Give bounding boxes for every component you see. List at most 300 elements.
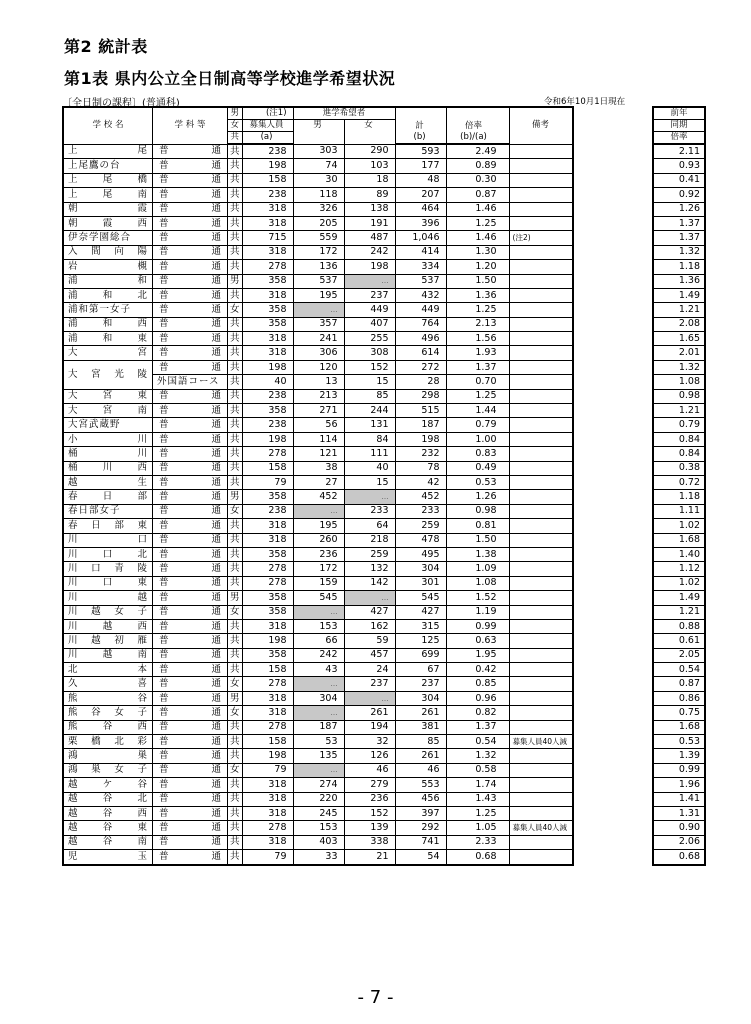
school-name-cell <box>63 806 153 820</box>
previous-year-ratio: 0.87 <box>653 677 705 691</box>
previous-year-ratio: 1.68 <box>653 720 705 734</box>
previous-year-ratio: 1.37 <box>653 216 705 230</box>
capacity: 198 <box>242 749 293 763</box>
department-cell <box>153 706 228 720</box>
table-row <box>653 806 705 820</box>
previous-year-ratio: 1.49 <box>653 288 705 302</box>
notes <box>509 648 573 662</box>
department-cell <box>153 778 228 792</box>
male-applicants: … <box>293 763 344 777</box>
total-applicants: 515 <box>395 404 446 418</box>
female-applicants: 32 <box>344 735 395 749</box>
capacity: 198 <box>242 432 293 446</box>
female-applicants: 407 <box>344 317 395 331</box>
ratio: 0.85 <box>446 677 509 691</box>
department-cell <box>153 533 228 547</box>
department-cell <box>153 634 228 648</box>
department-cell <box>153 332 228 346</box>
ratio: 0.63 <box>446 634 509 648</box>
ratio: 1.09 <box>446 562 509 576</box>
total-applicants: 537 <box>395 274 446 288</box>
total-applicants: 85 <box>395 735 446 749</box>
total-applicants: 397 <box>395 806 446 820</box>
table-row <box>653 245 705 259</box>
school-name-cell <box>63 404 153 418</box>
department: 普 通 <box>159 807 221 819</box>
female-applicants: 59 <box>344 634 395 648</box>
table-row <box>63 389 573 403</box>
female-applicants: 261 <box>344 706 395 720</box>
sex-type: 共 <box>228 720 243 734</box>
male-applicants: 537 <box>293 274 344 288</box>
table-row <box>653 735 705 749</box>
notes <box>509 404 573 418</box>
sex-type: 共 <box>228 231 243 245</box>
previous-year-ratio: 0.41 <box>653 173 705 187</box>
table-row <box>63 317 573 331</box>
school-name-cell <box>63 332 153 346</box>
table-row <box>653 404 705 418</box>
previous-year-table <box>652 106 706 866</box>
male-applicants: 66 <box>293 634 344 648</box>
table-row <box>63 418 573 432</box>
table-row <box>63 778 573 792</box>
notes <box>509 303 573 317</box>
capacity: 358 <box>242 317 293 331</box>
header-sex-male: 男 <box>228 107 243 120</box>
previous-year-ratio: 1.21 <box>653 605 705 619</box>
sex-type: 男 <box>228 490 243 504</box>
sex-type: 共 <box>228 332 243 346</box>
header-sex-female: 女 <box>228 120 243 132</box>
school-name: 春 日 部 東 <box>68 519 148 531</box>
male-applicants: 153 <box>293 821 344 835</box>
school-name-cell <box>63 792 153 806</box>
school-name: 児 玉 <box>68 850 148 862</box>
notes <box>509 835 573 849</box>
notes <box>509 576 573 590</box>
department-cell <box>153 159 228 173</box>
header-notes: 備考 <box>509 107 573 144</box>
sex-type: 女 <box>228 605 243 619</box>
department-cell <box>153 504 228 518</box>
previous-year-ratio: 0.79 <box>653 418 705 432</box>
previous-year-ratio: 0.90 <box>653 821 705 835</box>
school-name: 浦 和 <box>68 275 148 287</box>
female-applicants: … <box>344 591 395 605</box>
male-applicants: 245 <box>293 806 344 820</box>
school-name: 川 口 東 <box>68 577 148 589</box>
ratio: 1.52 <box>446 591 509 605</box>
notes <box>509 778 573 792</box>
ratio: 1.25 <box>446 806 509 820</box>
capacity: 358 <box>242 547 293 561</box>
notes <box>509 663 573 677</box>
department: 普 通 <box>159 563 221 575</box>
sex-type: 共 <box>228 778 243 792</box>
sex-type: 共 <box>228 216 243 230</box>
school-name-cell <box>63 519 153 533</box>
previous-year-ratio: 0.92 <box>653 188 705 202</box>
male-applicants: 403 <box>293 835 344 849</box>
male-applicants: 304 <box>293 691 344 705</box>
male-applicants: 306 <box>293 346 344 360</box>
capacity: 318 <box>242 533 293 547</box>
department-cell <box>153 806 228 820</box>
school-name-cell <box>63 576 153 590</box>
ratio: 0.81 <box>446 519 509 533</box>
ratio: 0.98 <box>446 504 509 518</box>
male-applicants: 545 <box>293 591 344 605</box>
male-applicants: 274 <box>293 778 344 792</box>
total-applicants: 298 <box>395 389 446 403</box>
previous-year-ratio: 0.93 <box>653 159 705 173</box>
table-row <box>653 763 705 777</box>
ratio: 0.99 <box>446 619 509 633</box>
school-name-cell <box>63 835 153 849</box>
female-applicants: 242 <box>344 245 395 259</box>
school-name: 浦和第一女子 <box>68 303 132 315</box>
school-name: 春 日 部 <box>68 491 148 503</box>
male-applicants: 357 <box>293 317 344 331</box>
department-cell <box>153 749 228 763</box>
sex-type: 共 <box>228 547 243 561</box>
school-name-cell <box>63 749 153 763</box>
table-row <box>653 159 705 173</box>
table-row <box>63 245 573 259</box>
female-applicants: 237 <box>344 677 395 691</box>
capacity: 358 <box>242 605 293 619</box>
header-applicants: 進学希望者 <box>293 107 395 120</box>
female-applicants: 142 <box>344 576 395 590</box>
sex-type: 共 <box>228 375 243 389</box>
table-row <box>653 677 705 691</box>
table-row <box>63 634 573 648</box>
total-applicants: 54 <box>395 850 446 865</box>
sex-type: 共 <box>228 432 243 446</box>
ratio: 2.13 <box>446 317 509 331</box>
table-row <box>63 648 573 662</box>
female-applicants: 279 <box>344 778 395 792</box>
capacity: 198 <box>242 360 293 374</box>
male-applicants: 205 <box>293 216 344 230</box>
school-name: 熊 谷 女 子 <box>68 706 148 718</box>
sex-type: 共 <box>228 418 243 432</box>
male-applicants: 260 <box>293 533 344 547</box>
table-row <box>653 706 705 720</box>
school-name: 入 間 向 陽 <box>68 246 148 258</box>
female-applicants: 126 <box>344 749 395 763</box>
male-applicants: 195 <box>293 519 344 533</box>
total-applicants: 381 <box>395 720 446 734</box>
total-applicants: 427 <box>395 605 446 619</box>
capacity: 278 <box>242 677 293 691</box>
capacity: 318 <box>242 519 293 533</box>
male-applicants: 43 <box>293 663 344 677</box>
total-applicants: 741 <box>395 835 446 849</box>
table-row <box>653 317 705 331</box>
table-row <box>63 663 573 677</box>
school-name: 朝 霞 西 <box>68 217 148 229</box>
ratio: 1.36 <box>446 288 509 302</box>
sex-type: 共 <box>228 475 243 489</box>
school-name-cell <box>63 144 153 159</box>
school-name: 朝 霞 <box>68 203 148 215</box>
school-name: 大 宮 <box>68 347 148 359</box>
male-applicants: … <box>293 677 344 691</box>
sex-type: 共 <box>228 735 243 749</box>
school-name-cell <box>63 591 153 605</box>
table-row <box>63 447 573 461</box>
total-applicants: 396 <box>395 216 446 230</box>
female-applicants: 84 <box>344 432 395 446</box>
ratio: 1.56 <box>446 332 509 346</box>
female-applicants: 24 <box>344 663 395 677</box>
total-applicants: 304 <box>395 691 446 705</box>
ratio: 1.37 <box>446 360 509 374</box>
capacity: 318 <box>242 332 293 346</box>
sex-type: 共 <box>228 159 243 173</box>
total-applicants: 125 <box>395 634 446 648</box>
table-title: 第1表 県内公立全日制高等学校進学希望状況 <box>64 69 396 88</box>
school-name-cell <box>63 346 153 360</box>
capacity: 158 <box>242 663 293 677</box>
table-row <box>653 461 705 475</box>
total-applicants: 177 <box>395 159 446 173</box>
male-applicants: 53 <box>293 735 344 749</box>
table-subtitle: 〔全日制の課程〕(普通科) <box>62 98 180 109</box>
notes <box>509 619 573 633</box>
male-applicants: 213 <box>293 389 344 403</box>
ratio: 0.58 <box>446 763 509 777</box>
table-row <box>63 490 573 504</box>
table-row <box>63 432 573 446</box>
notes <box>509 706 573 720</box>
school-name-cell <box>63 720 153 734</box>
department-cell <box>153 202 228 216</box>
sex-type: 女 <box>228 303 243 317</box>
sex-type: 女 <box>228 763 243 777</box>
department-cell <box>153 490 228 504</box>
school-name-cell <box>63 245 153 259</box>
school-name-cell <box>63 490 153 504</box>
table-row <box>63 519 573 533</box>
notes <box>509 274 573 288</box>
male-applicants: 452 <box>293 490 344 504</box>
capacity: 715 <box>242 231 293 245</box>
sex-type: 共 <box>228 346 243 360</box>
table-row <box>653 533 705 547</box>
sex-type: 共 <box>228 260 243 274</box>
ratio: 1.95 <box>446 648 509 662</box>
capacity: 158 <box>242 173 293 187</box>
ratio: 1.38 <box>446 547 509 561</box>
notes <box>509 547 573 561</box>
department: 普 通 <box>159 548 221 560</box>
school-name: 越 ケ 谷 <box>68 778 148 790</box>
school-name-cell <box>63 763 153 777</box>
female-applicants: 138 <box>344 202 395 216</box>
department-cell <box>153 562 228 576</box>
male-applicants: … <box>293 504 344 518</box>
male-applicants: 242 <box>293 648 344 662</box>
sex-type: 共 <box>228 202 243 216</box>
capacity: 198 <box>242 159 293 173</box>
school-name: 川 越 南 <box>68 649 148 661</box>
previous-year-ratio: 1.32 <box>653 360 705 374</box>
school-name: 春日部女子 <box>68 505 121 517</box>
department: 普 通 <box>159 217 221 229</box>
department-cell <box>153 735 228 749</box>
school-name: 鴻 巣 女 子 <box>68 764 148 776</box>
sex-type: 女 <box>228 504 243 518</box>
school-name-cell <box>63 231 153 245</box>
female-applicants: 290 <box>344 144 395 159</box>
department: 普 通 <box>159 534 221 546</box>
ratio: 1.00 <box>446 432 509 446</box>
department: 普 通 <box>159 404 221 416</box>
school-name: 川 口 青 陵 <box>68 563 148 575</box>
header-prev-3: 倍率 <box>653 132 705 145</box>
table-row <box>653 792 705 806</box>
male-applicants: 326 <box>293 202 344 216</box>
capacity: 278 <box>242 821 293 835</box>
total-applicants: 46 <box>395 763 446 777</box>
capacity: 318 <box>242 778 293 792</box>
female-applicants: 194 <box>344 720 395 734</box>
notes <box>509 533 573 547</box>
total-applicants: 593 <box>395 144 446 159</box>
department-cell <box>153 346 228 360</box>
previous-year-ratio: 1.18 <box>653 490 705 504</box>
department-cell <box>153 648 228 662</box>
department-cell <box>153 389 228 403</box>
sex-type: 共 <box>228 188 243 202</box>
department-cell <box>153 173 228 187</box>
notes <box>509 850 573 865</box>
school-name: 桶 川 西 <box>68 462 148 474</box>
notes <box>509 245 573 259</box>
sex-type: 共 <box>228 519 243 533</box>
department-cell <box>153 835 228 849</box>
ratio: 0.79 <box>446 418 509 432</box>
notes <box>509 475 573 489</box>
previous-year-ratio: 1.26 <box>653 202 705 216</box>
notes <box>509 288 573 302</box>
table-row <box>653 490 705 504</box>
school-name-cell <box>63 547 153 561</box>
female-applicants: 85 <box>344 389 395 403</box>
department: 普 通 <box>159 750 221 762</box>
sex-type: 男 <box>228 591 243 605</box>
sex-type: 共 <box>228 461 243 475</box>
school-name: 浦 和 東 <box>68 332 148 344</box>
previous-year-ratio: 0.72 <box>653 475 705 489</box>
school-name-cell <box>63 821 153 835</box>
department-cell <box>153 519 228 533</box>
sex-type: 共 <box>228 533 243 547</box>
table-row <box>653 346 705 360</box>
notes <box>509 806 573 820</box>
female-applicants: 111 <box>344 447 395 461</box>
school-name-cell <box>63 735 153 749</box>
female-applicants: 15 <box>344 475 395 489</box>
previous-year-ratio: 1.31 <box>653 806 705 820</box>
previous-year-ratio: 1.96 <box>653 778 705 792</box>
notes <box>509 634 573 648</box>
table-row <box>653 519 705 533</box>
department: 普 通 <box>159 764 221 776</box>
ratio: 2.33 <box>446 835 509 849</box>
department: 普 通 <box>159 577 221 589</box>
department-cell <box>153 144 228 159</box>
department-cell <box>153 619 228 633</box>
school-name: 大 宮 南 <box>68 404 148 416</box>
department-cell: 外国語コース <box>153 375 228 389</box>
total-applicants: 233 <box>395 504 446 518</box>
department: 普 通 <box>159 260 221 272</box>
sex-type: 男 <box>228 691 243 705</box>
department-cell <box>153 404 228 418</box>
table-row <box>653 274 705 288</box>
school-name: 越 谷 南 <box>68 836 148 848</box>
department: 普 通 <box>159 203 221 215</box>
sex-type: 共 <box>228 792 243 806</box>
male-applicants: 38 <box>293 461 344 475</box>
table-row <box>63 159 573 173</box>
female-applicants: 89 <box>344 188 395 202</box>
total-applicants: 48 <box>395 173 446 187</box>
male-applicants: 30 <box>293 173 344 187</box>
previous-year-ratio: 1.21 <box>653 303 705 317</box>
sex-type: 共 <box>228 360 243 374</box>
sex-type: 共 <box>228 447 243 461</box>
department: 普 通 <box>159 246 221 258</box>
header-total: 計 <box>395 107 446 132</box>
sex-type: 共 <box>228 619 243 633</box>
department: 普 通 <box>159 145 221 157</box>
male-applicants: 121 <box>293 447 344 461</box>
table-row <box>63 821 573 835</box>
school-name-cell <box>63 605 153 619</box>
school-name: 小 川 <box>68 433 148 445</box>
male-applicants: 187 <box>293 720 344 734</box>
header-dept: 学 科 等 <box>153 107 228 144</box>
school-name: 大宮武蔵野 <box>68 419 121 431</box>
school-name: 川 越 <box>68 591 148 603</box>
school-name: 上 尾 <box>68 145 148 157</box>
ratio: 0.30 <box>446 173 509 187</box>
department: 普 通 <box>159 303 221 315</box>
notes <box>509 144 573 159</box>
school-name-cell <box>63 648 153 662</box>
header-sex-coed: 共 <box>228 132 243 145</box>
department: 普 通 <box>159 692 221 704</box>
male-applicants: 559 <box>293 231 344 245</box>
department: 普 通 <box>159 606 221 618</box>
table-row <box>653 576 705 590</box>
male-applicants: 120 <box>293 360 344 374</box>
notes <box>509 159 573 173</box>
previous-year-ratio: 1.21 <box>653 404 705 418</box>
table-row <box>653 562 705 576</box>
ratio: 1.25 <box>446 389 509 403</box>
school-name-cell <box>63 504 153 518</box>
previous-year-ratio: 1.68 <box>653 533 705 547</box>
previous-year-ratio: 0.53 <box>653 735 705 749</box>
notes <box>509 591 573 605</box>
female-applicants: 255 <box>344 332 395 346</box>
